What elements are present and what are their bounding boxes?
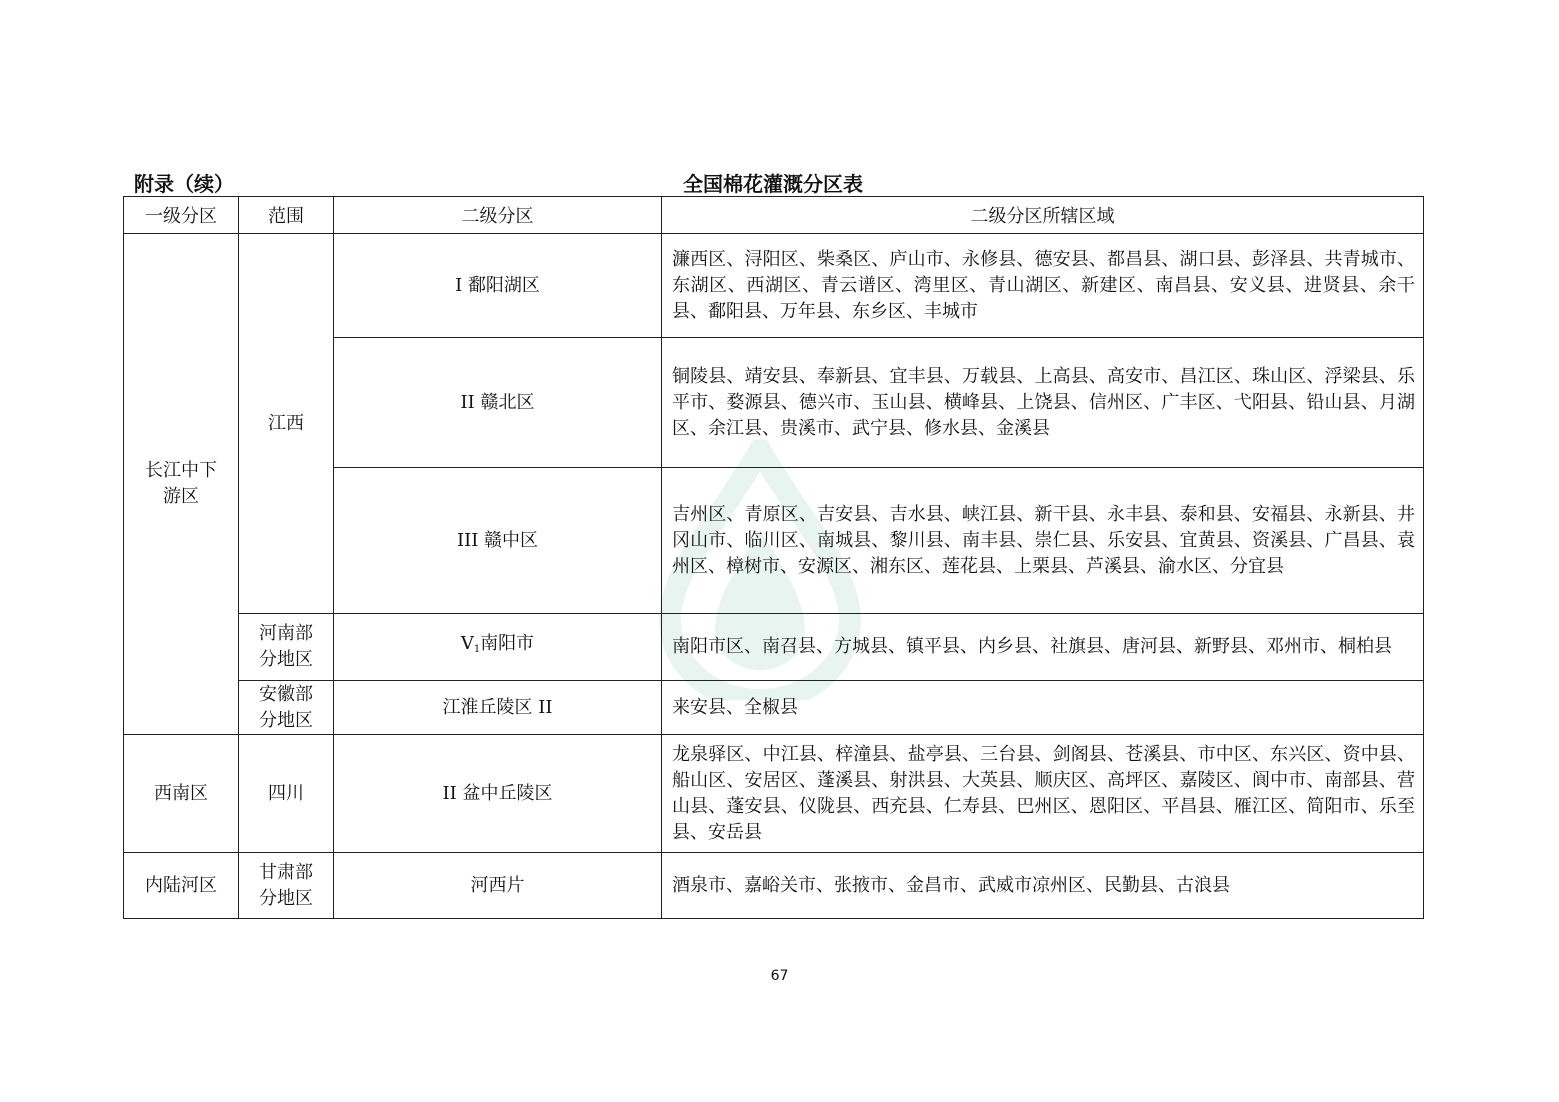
zone-prefix: V (460, 633, 474, 654)
areas-cell: 酒泉市、嘉峪关市、张掖市、金昌市、武威市凉州区、民勤县、古浪县 (662, 853, 1424, 919)
zone-subscript: 1 (473, 644, 481, 655)
areas-cell: 铜陵县、靖安县、奉新县、宜丰县、万载县、上高县、高安市、昌江区、珠山区、浮梁县、乐平市、婺源县、德兴市、玉山县、横峰县、上饶县、信州区、广丰区、弋阳县、铅山县、月湖区、余江县、贵溪市、武宁县、修水县、金溪县 (662, 338, 1424, 468)
range-cell (239, 853, 334, 919)
table-row (124, 735, 1424, 853)
areas-cell: 南阳市区、南召县、方城县、镇平县、内乡县、社旗县、唐河县、新野县、邓州市、桐柏县 (662, 614, 1424, 681)
areas-cell: 来安县、全椒县 (662, 681, 1424, 735)
areas-cell: 濂西区、浔阳区、柴桑区、庐山市、永修县、德安县、都昌县、湖口县、彭泽县、共青城市、东湖区、西湖区、青云谱区、湾里区、青山湖区、新建区、南昌县、安义县、进贤县、余干县、鄱阳县、万年县、东乡区、丰城市 (662, 234, 1424, 338)
range-cell: 江西 (239, 234, 334, 614)
range-cell (239, 614, 334, 681)
range-label: 河南部分地区 (259, 623, 313, 670)
secondary-zone-cell: III 赣中区 (334, 468, 662, 614)
areas-cell: 龙泉驿区、中江县、梓潼县、盐亭县、三台县、剑阁县、苍溪县、市中区、东兴区、资中县、船山区、安居区、蓬溪县、射洪县、大英县、顺庆区、高坪区、嘉陵区、阆中市、南部县、营山县、蓬安县、仪陇县、西充县、仁寿县、巴州区、恩阳区、平昌县、雁江区、简阳市、乐至县、安岳县 (662, 735, 1424, 853)
secondary-zone-cell: 河西片 (334, 853, 662, 919)
primary-zone-label: 长江中下游区 (145, 460, 217, 507)
appendix-label: 附录（续） (134, 172, 234, 196)
primary-zone-cell: 内陆河区 (124, 853, 239, 919)
table-row (124, 614, 1424, 681)
table-header-row (124, 197, 1424, 234)
secondary-zone-cell: I 鄱阳湖区 (334, 234, 662, 338)
page-number: 67 (770, 968, 789, 984)
irrigation-zoning-table (123, 196, 1424, 919)
range-cell (239, 681, 334, 735)
column-header: 二级分区所辖区域 (662, 197, 1424, 234)
range-label: 安徽部分地区 (259, 683, 313, 731)
table-row (124, 234, 1424, 338)
range-label: 甘肃部分地区 (259, 861, 313, 909)
secondary-zone-cell: 江淮丘陵区 II (334, 681, 662, 735)
secondary-zone-cell: II 盆中丘陵区 (334, 735, 662, 853)
areas-cell: 吉州区、青原区、吉安县、吉水县、峡江县、新干县、永丰县、泰和县、安福县、永新县、井冈山市、临川区、南城县、黎川县、南丰县、崇仁县、乐安县、宜黄县、资溪县、广昌县、袁州区、樟树市、安源区、湘东区、莲花县、上栗县、芦溪县、渝水区、分宜县 (662, 468, 1424, 614)
range-cell: 四川 (239, 735, 334, 853)
heading-row (124, 168, 1422, 196)
table-row (124, 681, 1424, 735)
column-header: 一级分区 (124, 197, 239, 234)
primary-zone-cell: 西南区 (124, 735, 239, 853)
secondary-zone-cell (334, 614, 662, 681)
table-title: 全国棉花灌溉分区表 (683, 172, 863, 196)
zone-name: 南阳市 (480, 633, 535, 654)
column-header: 范围 (239, 197, 334, 234)
column-header: 二级分区 (334, 197, 662, 234)
table-row (124, 853, 1424, 919)
primary-zone-cell (124, 234, 239, 735)
secondary-zone-cell: II 赣北区 (334, 338, 662, 468)
